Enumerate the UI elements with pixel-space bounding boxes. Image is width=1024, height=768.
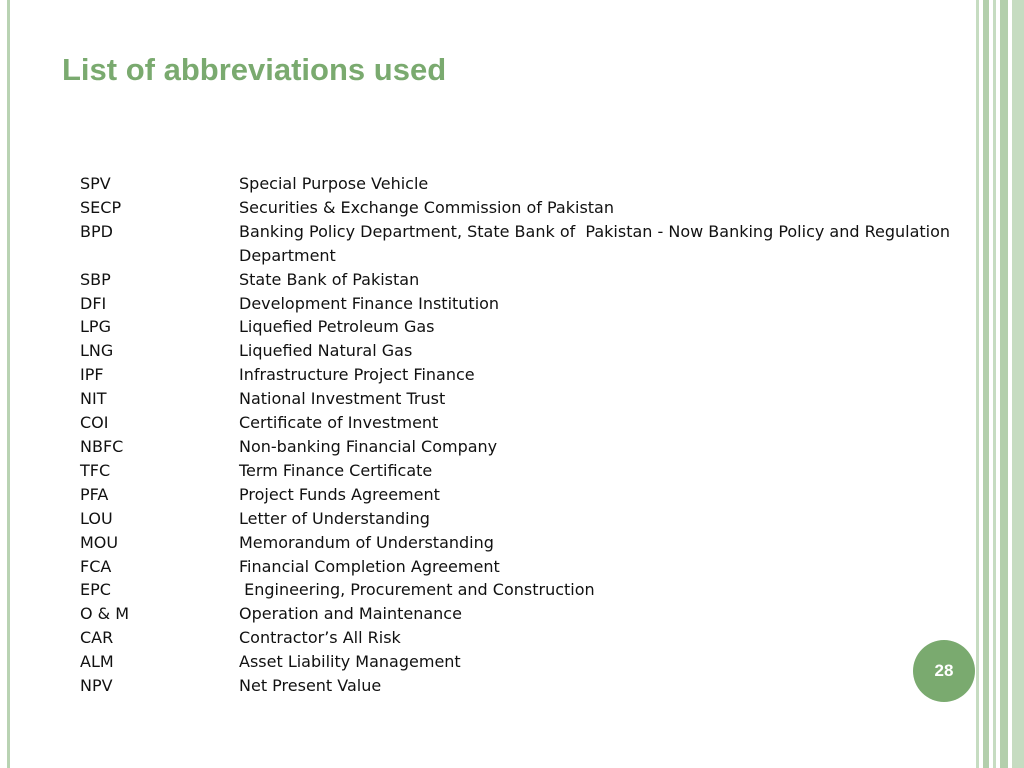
- abbreviation-meaning: Infrastructure Project Finance: [239, 365, 475, 385]
- abbreviation-meaning: Non-banking Financial Company: [239, 436, 498, 456]
- right-decorative-stripes: [976, 0, 1024, 768]
- abbreviation-row: [80, 411, 960, 435]
- abbreviation-code: IPF: [80, 365, 104, 385]
- abbreviation-meaning: Memorandum of Understanding: [239, 532, 494, 552]
- abbreviation-meaning: Banking Policy Department, State Bank of Pakistan - Now Banking Policy and Regulation Department: [239, 221, 956, 265]
- abbreviation-row: [80, 626, 960, 650]
- abbreviation-row: [80, 555, 960, 579]
- abbreviation-meaning: Letter of Understanding: [239, 508, 430, 528]
- abbreviation-row: [80, 220, 960, 268]
- abbreviation-code: NIT: [80, 389, 107, 409]
- abbreviation-code: DFI: [80, 293, 107, 313]
- left-border-line: [7, 0, 10, 768]
- abbreviation-meaning: Securities & Exchange Commission of Pakistan: [239, 197, 614, 217]
- abbreviation-row: [80, 315, 960, 339]
- page-number-badge: 28: [913, 640, 975, 702]
- slide-title: List of abbreviations used: [62, 52, 447, 87]
- abbreviation-row: [80, 172, 960, 196]
- abbreviation-list: [80, 172, 960, 698]
- abbreviation-code: SPV: [80, 174, 111, 193]
- abbreviation-code: NBFC: [80, 436, 124, 456]
- abbreviation-meaning: Term Finance Certificate: [239, 460, 433, 480]
- abbreviation-code: FCA: [80, 556, 112, 576]
- abbreviation-code: ALM: [80, 652, 114, 672]
- abbreviation-row: [80, 268, 960, 292]
- abbreviation-row: [80, 674, 960, 698]
- abbreviation-code: MOU: [80, 532, 119, 552]
- abbreviation-row: [80, 292, 960, 316]
- abbreviation-row: [80, 650, 960, 674]
- stripe: [993, 0, 996, 768]
- abbreviation-row: [80, 339, 960, 363]
- abbreviation-meaning: Liquefied Petroleum Gas: [239, 317, 435, 337]
- abbreviation-code: TFC: [80, 460, 111, 480]
- abbreviation-code: CAR: [80, 628, 114, 648]
- abbreviation-row: [80, 602, 960, 626]
- abbreviation-meaning: Contractor’s All Risk: [239, 628, 401, 648]
- stripe: [1012, 0, 1024, 768]
- abbreviation-meaning: Engineering, Procurement and Construction: [239, 580, 595, 600]
- stripe: [1000, 0, 1008, 768]
- abbreviation-code: SECP: [80, 197, 122, 217]
- abbreviation-code: COI: [80, 413, 109, 433]
- abbreviation-row: [80, 578, 960, 602]
- abbreviation-meaning: Special Purpose Vehicle: [239, 174, 429, 193]
- abbreviation-code: LOU: [80, 508, 113, 528]
- abbreviation-code: BPD: [80, 221, 113, 241]
- abbreviation-row: [80, 387, 960, 411]
- abbreviation-row: [80, 507, 960, 531]
- abbreviation-code: LNG: [80, 341, 114, 361]
- abbreviation-code: SBP: [80, 269, 111, 289]
- abbreviation-row: [80, 531, 960, 555]
- abbreviation-meaning: State Bank of Pakistan: [239, 269, 420, 289]
- abbreviation-meaning: Certificate of Investment: [239, 413, 439, 433]
- abbreviation-meaning: Financial Completion Agreement: [239, 556, 500, 576]
- abbreviation-code: EPC: [80, 580, 111, 600]
- abbreviation-code: LPG: [80, 317, 111, 337]
- abbreviation-code: O & M: [80, 604, 130, 624]
- abbreviation-meaning: Net Present Value: [239, 676, 382, 696]
- abbreviation-meaning: National Investment Trust: [239, 389, 446, 409]
- abbreviation-meaning: Development Finance Institution: [239, 293, 500, 313]
- abbreviation-meaning: Project Funds Agreement: [239, 484, 440, 504]
- stripe: [976, 0, 979, 768]
- abbreviation-row: [80, 483, 960, 507]
- abbreviation-code: NPV: [80, 676, 113, 696]
- abbreviation-row: [80, 363, 960, 387]
- stripe: [983, 0, 989, 768]
- abbreviation-row: [80, 459, 960, 483]
- abbreviation-meaning: Liquefied Natural Gas: [239, 341, 413, 361]
- abbreviation-meaning: Asset Liability Management: [239, 652, 461, 672]
- abbreviation-meaning: Operation and Maintenance: [239, 604, 462, 624]
- abbreviation-row: [80, 435, 960, 459]
- abbreviation-row: [80, 196, 960, 220]
- abbreviation-code: PFA: [80, 484, 109, 504]
